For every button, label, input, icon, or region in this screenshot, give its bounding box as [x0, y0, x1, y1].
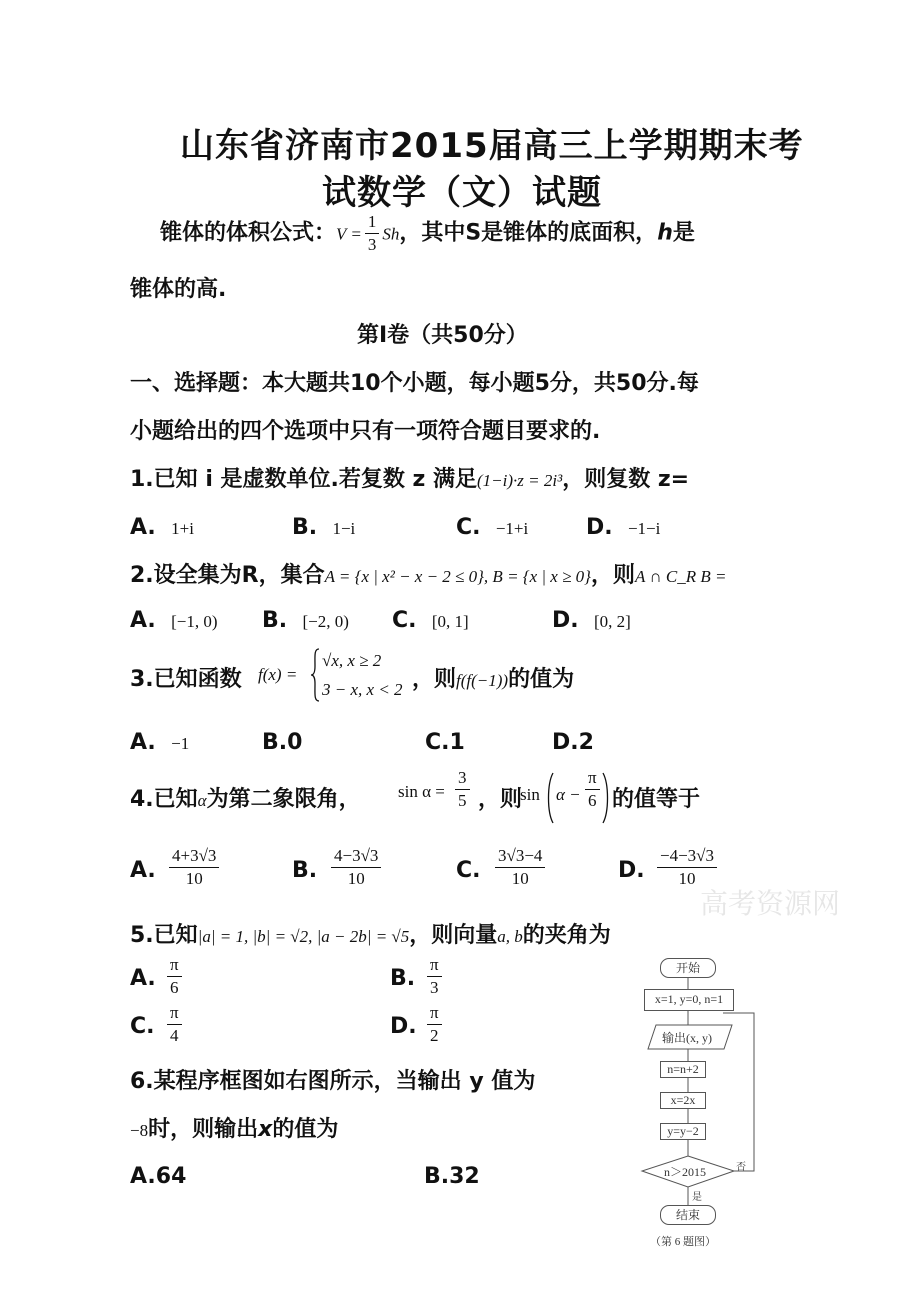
flowchart-yes-label: 是 — [692, 1192, 702, 1203]
q5-option-d: $\frac{\pi}{2}$ — [424, 1003, 445, 1046]
flowchart-step-n: n=n+2 — [660, 1061, 706, 1078]
watermark: 高考资源网 — [700, 887, 841, 920]
q4-sin-lhs: sin α = — [398, 782, 445, 801]
flowchart-caption: （第 6 题图） — [650, 1236, 716, 1248]
q4-paren-right — [602, 772, 610, 828]
q4-option-b: $\frac{4-3√3}{10}$ — [328, 846, 384, 889]
q2-option-c: C. [0, 1] — [392, 608, 469, 633]
q6-option-a: A.64 — [130, 1164, 187, 1189]
q3-case1: √x, x ≥ 2 — [322, 651, 382, 670]
q5-option-b-label: B. — [390, 966, 416, 991]
q4-option-c: $\frac{3√3-4}{10}$ — [492, 846, 548, 889]
q5-vectors: a, b — [497, 927, 523, 946]
q3-lhs: f(x) = — [258, 665, 298, 684]
q5-stem — [130, 918, 611, 949]
flowchart-step-y: y=y−2 — [660, 1123, 706, 1140]
formula-suffix: 是 — [672, 220, 695, 246]
q2-option-d: D. [0, 2] — [552, 608, 631, 633]
q4-option-a: $\frac{4+3√3}{10}$ — [166, 846, 222, 889]
page-title-line2: 试数学（文）试题 — [322, 173, 602, 213]
q3-expr: f(f(−1)) — [456, 671, 509, 690]
q2-option-b: B. [−2, 0) — [262, 608, 349, 633]
formula-middle: ，其中S是锥体的底面积， — [399, 220, 658, 246]
formula-note-line2: 锥体的高. — [130, 277, 227, 302]
q3-option-a: A. −1 — [130, 730, 190, 755]
q3-option-b: B.0 — [262, 730, 303, 755]
formula-lhs: V = — [336, 224, 362, 244]
q4-option-a-label: A. — [130, 858, 156, 883]
q4-paren-left — [546, 772, 554, 828]
flowchart — [628, 955, 768, 1255]
q6-line1: 6.某程序框图如右图所示，当输出 y 值为 — [130, 1069, 536, 1094]
q6-x-var: x — [258, 1117, 273, 1142]
q4-stem — [130, 782, 361, 813]
q5-stem-text: 5.已知 — [130, 923, 198, 948]
page-title-line1: 山东省济南市2015届高三上学期期末考 — [180, 126, 804, 166]
flowchart-no-label: 否 — [736, 1162, 746, 1173]
q1-stem-text: 1.已知 i 是虚数单位.若复数 z 满足 — [130, 467, 478, 492]
formula-h-var: h — [657, 220, 673, 246]
q3-option-d: D.2 — [552, 730, 594, 755]
q5-tail-a: ，则向量 — [409, 923, 498, 948]
q2-stem — [130, 558, 726, 589]
formula-frac-num: 1 — [365, 212, 380, 234]
q3-tail-b: 的值为 — [508, 667, 575, 692]
q3-tail-a: ，则 — [412, 667, 457, 692]
flowchart-end: 结束 — [660, 1205, 716, 1225]
q4-tail: 的值等于 — [612, 787, 701, 812]
q1-stem — [130, 462, 689, 493]
q5-option-a: $\frac{\pi}{6}$ — [164, 955, 185, 998]
q4-stem-text: 4.已知 — [130, 787, 198, 812]
q1-tail: ，则复数 z= — [562, 467, 690, 492]
q6-option-b: B.32 — [424, 1164, 480, 1189]
q5-option-b: $\frac{\pi}{3}$ — [424, 955, 445, 998]
q2-expr2: A ∩ C_R B = — [635, 567, 727, 586]
q6-neg8: −8 — [130, 1121, 149, 1140]
q3-stem-text: 3.已知函数 — [130, 667, 242, 692]
flowchart-start: 开始 — [660, 958, 716, 978]
q2-option-a: A. [−1, 0) — [130, 608, 218, 633]
volume-title: 第Ⅰ卷（共50分） — [357, 323, 528, 348]
q4-alpha: α — [197, 791, 207, 810]
formula-rhs: Sh — [382, 224, 400, 244]
q2-expr: A = {x | x² − x − 2 ≤ 0}, B = {x | x ≥ 0} — [324, 567, 591, 586]
flowchart-condition: n＞2015 — [664, 1165, 707, 1179]
formula-prefix: 锥体的体积公式： — [160, 220, 337, 246]
formula-note — [160, 212, 695, 255]
q1-option-b: B. 1−i — [292, 515, 356, 540]
q4-pi-fraction: $\frac{\pi}{6}$ — [582, 768, 603, 811]
q1-expr: (1−i)·z = 2i³ — [477, 471, 563, 490]
q1-option-a: A. 1+i — [130, 515, 194, 540]
q4-option-d-label: D. — [618, 858, 645, 883]
q4-option-c-label: C. — [456, 858, 481, 883]
piecewise-brace — [310, 648, 320, 702]
flowchart-init: x=1, y=0, n=1 — [644, 989, 734, 1011]
q5-option-c: $\frac{\pi}{4}$ — [164, 1003, 185, 1046]
q4-option-b-label: B. — [292, 858, 318, 883]
q4-expr-sin: sin — [520, 785, 540, 804]
q6-line2-mid: 时，则输出 — [148, 1117, 259, 1142]
formula-frac-den: 3 — [367, 235, 377, 254]
q5-option-c-label: C. — [130, 1014, 155, 1039]
q3-case2: 3 − x, x < 2 — [322, 680, 403, 699]
q4-expr-inner: α − — [556, 785, 581, 804]
flowchart-step-x: x=2x — [660, 1092, 706, 1109]
q4-mid: 为第二象限角， — [206, 787, 361, 812]
part1-instructions-line1: 一、选择题：本大题共10个小题，每小题5分，共50分.每 — [130, 371, 699, 396]
flowchart-output: 输出(x, y) — [662, 1031, 712, 1045]
q5-expr: |a| = 1, |b| = √2, |a − 2b| = √5 — [197, 927, 410, 946]
q4-sin-fraction: $\frac{3}{5}$ — [452, 768, 473, 811]
q1-option-d: D. −1−i — [586, 515, 661, 540]
q5-option-d-label: D. — [390, 1014, 417, 1039]
q5-option-a-label: A. — [130, 966, 156, 991]
q6-line2-tail: 的值为 — [272, 1117, 339, 1142]
q6-line2 — [130, 1112, 338, 1143]
q4-option-d: $\frac{-4-3√3}{10}$ — [654, 846, 720, 889]
q2-tail: ，则 — [590, 563, 635, 588]
q2-stem-text: 2.设全集为R，集合 — [130, 563, 325, 588]
q5-tail-b: 的夹角为 — [522, 923, 611, 948]
q3-option-c: C.1 — [425, 730, 465, 755]
q1-option-c: C. −1+i — [456, 515, 529, 540]
formula-fraction — [365, 212, 380, 255]
q3-tail — [412, 662, 574, 693]
q4-then: ，则 — [478, 787, 523, 812]
part1-instructions-line2: 小题给出的四个选项中只有一项符合题目要求的. — [130, 419, 601, 444]
